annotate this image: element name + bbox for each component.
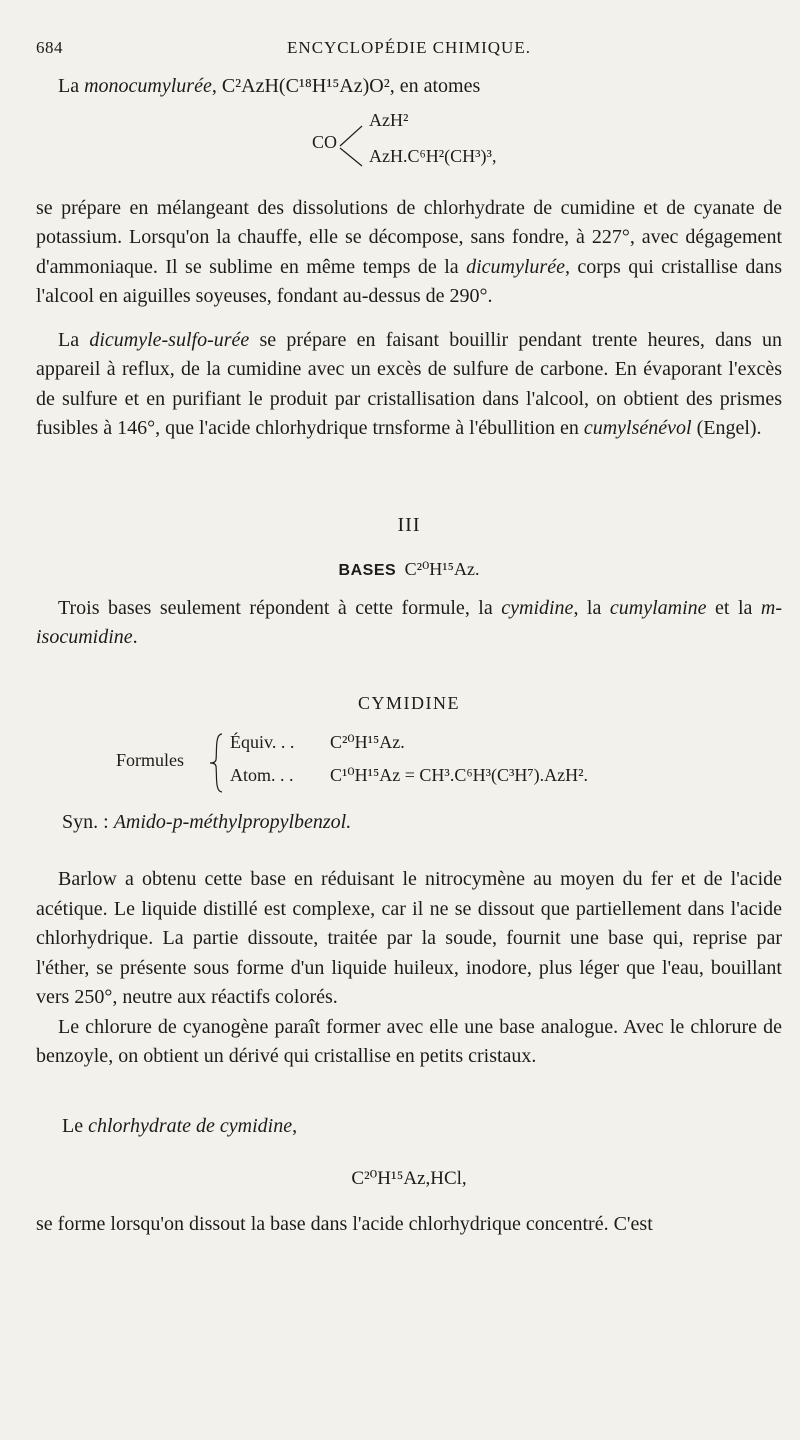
synonym-value: Amido-p-méthylpropylbenzol. bbox=[113, 810, 352, 833]
section-numeral: III bbox=[397, 513, 421, 536]
page-header bbox=[36, 28, 782, 68]
term-chlorhydrate: chlorhydrate de cymidine bbox=[88, 1114, 293, 1137]
paragraph-final: se forme lorsqu'on dissout la base dans l'acide chlorhydrique concentré. C'est bbox=[36, 1213, 653, 1235]
section-title bbox=[36, 559, 782, 580]
section-title-bold: BASES bbox=[338, 561, 397, 579]
formules-row1-label: Équiv. . . bbox=[230, 731, 295, 752]
formules-block bbox=[36, 732, 782, 798]
formules-row2-label: Atom. . . bbox=[230, 764, 294, 785]
paragraph-preparation: se prépare en mélangeant des dissolutions de chlorhydrate de cumidine et de cyanate de potassium. Lorsqu'on la chauffe, elle se décompose, sans fondre, à 227°, avec dégagement d'ammoniaque. Il se sublime en même temps de la dicumylurée, corps qui cristallise dans l'alcool en aiguilles soyeuses, fondant au-dessus de 290°. bbox=[36, 196, 782, 307]
hcl-formula: C²⁰H¹⁵Az,HCl, bbox=[351, 1168, 467, 1189]
branch-lines bbox=[336, 110, 366, 178]
cymidine-title: CYMIDINE bbox=[358, 692, 460, 713]
formula-co-left: CO bbox=[312, 131, 338, 152]
synonym-label: Syn. : bbox=[62, 810, 114, 833]
term-monocumyluree: monocumylurée bbox=[84, 75, 212, 97]
term-cumylamine: cumylamine bbox=[609, 596, 707, 619]
term-dicumyle-sulfo-uree: dicumyle-sulfo-urée bbox=[89, 328, 250, 351]
formules-row1-value: C²⁰H¹⁵Az. bbox=[330, 731, 405, 752]
paragraph-monocumyluree: La monocumylurée, C²AzH(C¹⁸H¹⁵Az)O², en atomes bbox=[58, 75, 481, 97]
term-m-isocumidine: m-isocumidine bbox=[36, 596, 782, 648]
section-title-formula: C²⁰H¹⁵Az. bbox=[404, 558, 480, 579]
brace bbox=[206, 730, 228, 796]
formula-co-line1: AzH² bbox=[369, 109, 409, 130]
page-number: 684 bbox=[36, 38, 63, 57]
paragraph-sulfo-uree: La dicumyle-sulfo-urée se prépare en faisant bouillir pendant trente heures, dans un appareil à reflux, de la cumidine avec un excès de sulfure de carbone. En évaporant l'excès de sulfure et en purifiant le produit par cristallisation dans l'alcool, on obtient des prismes fusibles à 146°, que l'acide chlorhydrique trnsforme à l'ébullition en cumylsénévol (Engel). bbox=[36, 328, 782, 439]
running-title: ENCYCLOPÉDIE CHIMIQUE. bbox=[287, 38, 531, 57]
document-page bbox=[36, 28, 782, 1418]
paragraph-barlow: Barlow a obtenu cette base en réduisant le nitrocymène au moyen du fer et de l'acide acétique. Le liquide distillé est complexe, car il ne se dissout que partiellement dans l'acide chlorhydrique. La partie dissoute, traitée par la soude, fournit une base qui, reprise par l'éther, se présente sous forme d'un liquide huileux, inodore, plus léger que l'eau, bouillant vers 250°, neutre aux réactifs colorés. bbox=[36, 868, 782, 1008]
synonym-line bbox=[62, 808, 782, 838]
paragraph-chlorhydrate: Le chlorhydrate de cymidine, bbox=[62, 1114, 298, 1137]
term-dicumyluree: dicumylurée bbox=[466, 255, 565, 278]
formula-co-line2: AzH.C⁶H²(CH³)³, bbox=[369, 145, 497, 166]
formules-row2-value: C¹⁰H¹⁵Az = CH³.C⁶H³(C³H⁷).AzH². bbox=[330, 764, 589, 785]
structural-formula bbox=[36, 108, 782, 186]
paragraph-trois-bases: Trois bases seulement répondent à cette formule, la cymidine, la cumylamine et la m-isocumidine. bbox=[36, 596, 782, 648]
formules-label: Formules bbox=[116, 749, 185, 770]
paragraph-chlorure: Le chlorure de cyanogène paraît former avec elle une base analogue. Avec le chlorure de benzoyle, on obtient un dérivé qui cristallise en petits cristaux. bbox=[36, 1015, 782, 1067]
term-cymidine: cymidine bbox=[501, 596, 574, 619]
term-cumylsenevol: cumylsénévol bbox=[583, 417, 692, 439]
